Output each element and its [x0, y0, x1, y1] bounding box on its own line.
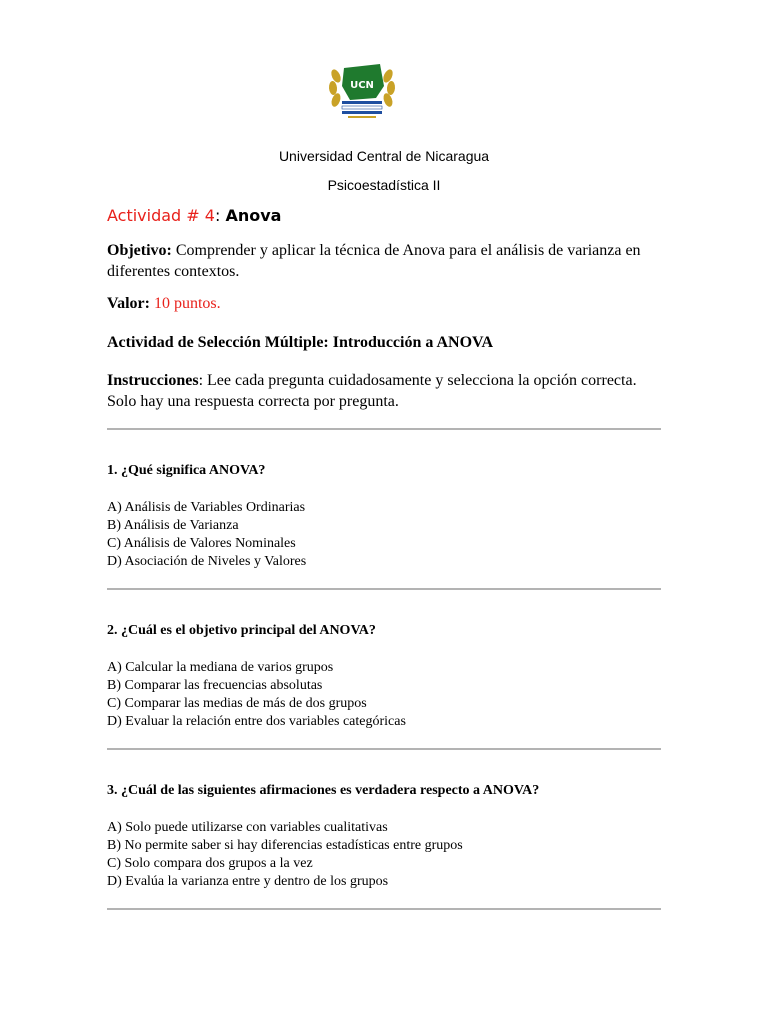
section-title — [107, 332, 667, 353]
option-c[interactable]: C) Solo compara dos grupos a la vez — [107, 856, 313, 871]
section-title-text: Actividad de Selección Múltiple: Introducción a ANOVA — [107, 334, 494, 351]
question-3-options — [107, 819, 463, 891]
option-b[interactable]: B) No permite saber si hay diferencias estadísticas entre grupos — [107, 838, 463, 853]
option-c[interactable]: C) Análisis de Valores Nominales — [107, 536, 296, 551]
ucn-seal-icon — [324, 46, 400, 134]
option-a[interactable]: A) Análisis de Variables Ordinarias — [107, 500, 306, 515]
option-a[interactable]: A) Calcular la mediana de varios grupos — [107, 660, 334, 675]
question-1-options — [107, 499, 306, 571]
instructions-text: : Lee cada pregunta cuidadosamente y selecciona la opción correcta. Solo hay una respuesta correcta por pregunta. — [107, 372, 637, 410]
activity-separator: : — [214, 206, 221, 225]
objective-label: Objetivo: — [107, 242, 172, 259]
activity-label: Actividad # 4 — [107, 206, 215, 225]
logo-text: UCN — [350, 80, 374, 91]
question-2-prompt: 2. ¿Cuál es el objetivo principal del ANOVA? — [107, 623, 376, 638]
course-name: Psicoestadística II — [327, 177, 441, 193]
question-1-prompt: 1. ¿Qué significa ANOVA? — [107, 463, 266, 478]
question-3-prompt: 3. ¿Cuál de las siguientes afirmaciones es verdadera respecto a ANOVA? — [107, 783, 540, 798]
option-a[interactable]: A) Solo puede utilizarse con variables cualitativas — [107, 820, 388, 835]
objective-paragraph — [107, 240, 667, 282]
value-text: 10 puntos. — [153, 295, 221, 312]
objective-text: Comprender y aplicar la técnica de Anova para el análisis de varianza en diferentes contextos. — [107, 242, 641, 280]
value-label: Valor: — [107, 295, 150, 312]
university-name: Universidad Central de Nicaragua — [278, 148, 490, 164]
option-d[interactable]: D) Evaluar la relación entre dos variables categóricas — [107, 714, 406, 729]
option-b[interactable]: B) Comparar las frecuencias absolutas — [107, 678, 323, 693]
activity-title — [107, 206, 281, 225]
university-logo — [324, 46, 400, 134]
value-paragraph — [107, 293, 667, 314]
question-2-options — [107, 659, 406, 731]
instructions-label: Instrucciones — [107, 372, 199, 389]
divider — [107, 428, 661, 430]
divider — [107, 588, 661, 590]
divider — [107, 908, 661, 910]
option-d[interactable]: D) Asociación de Niveles y Valores — [107, 554, 307, 569]
instructions-paragraph — [107, 370, 667, 412]
option-c[interactable]: C) Comparar las medias de más de dos grupos — [107, 696, 367, 711]
option-d[interactable]: D) Evalúa la varianza entre y dentro de los grupos — [107, 874, 389, 889]
divider — [107, 748, 661, 750]
activity-name: Anova — [225, 206, 282, 225]
option-b[interactable]: B) Análisis de Varianza — [107, 518, 239, 533]
